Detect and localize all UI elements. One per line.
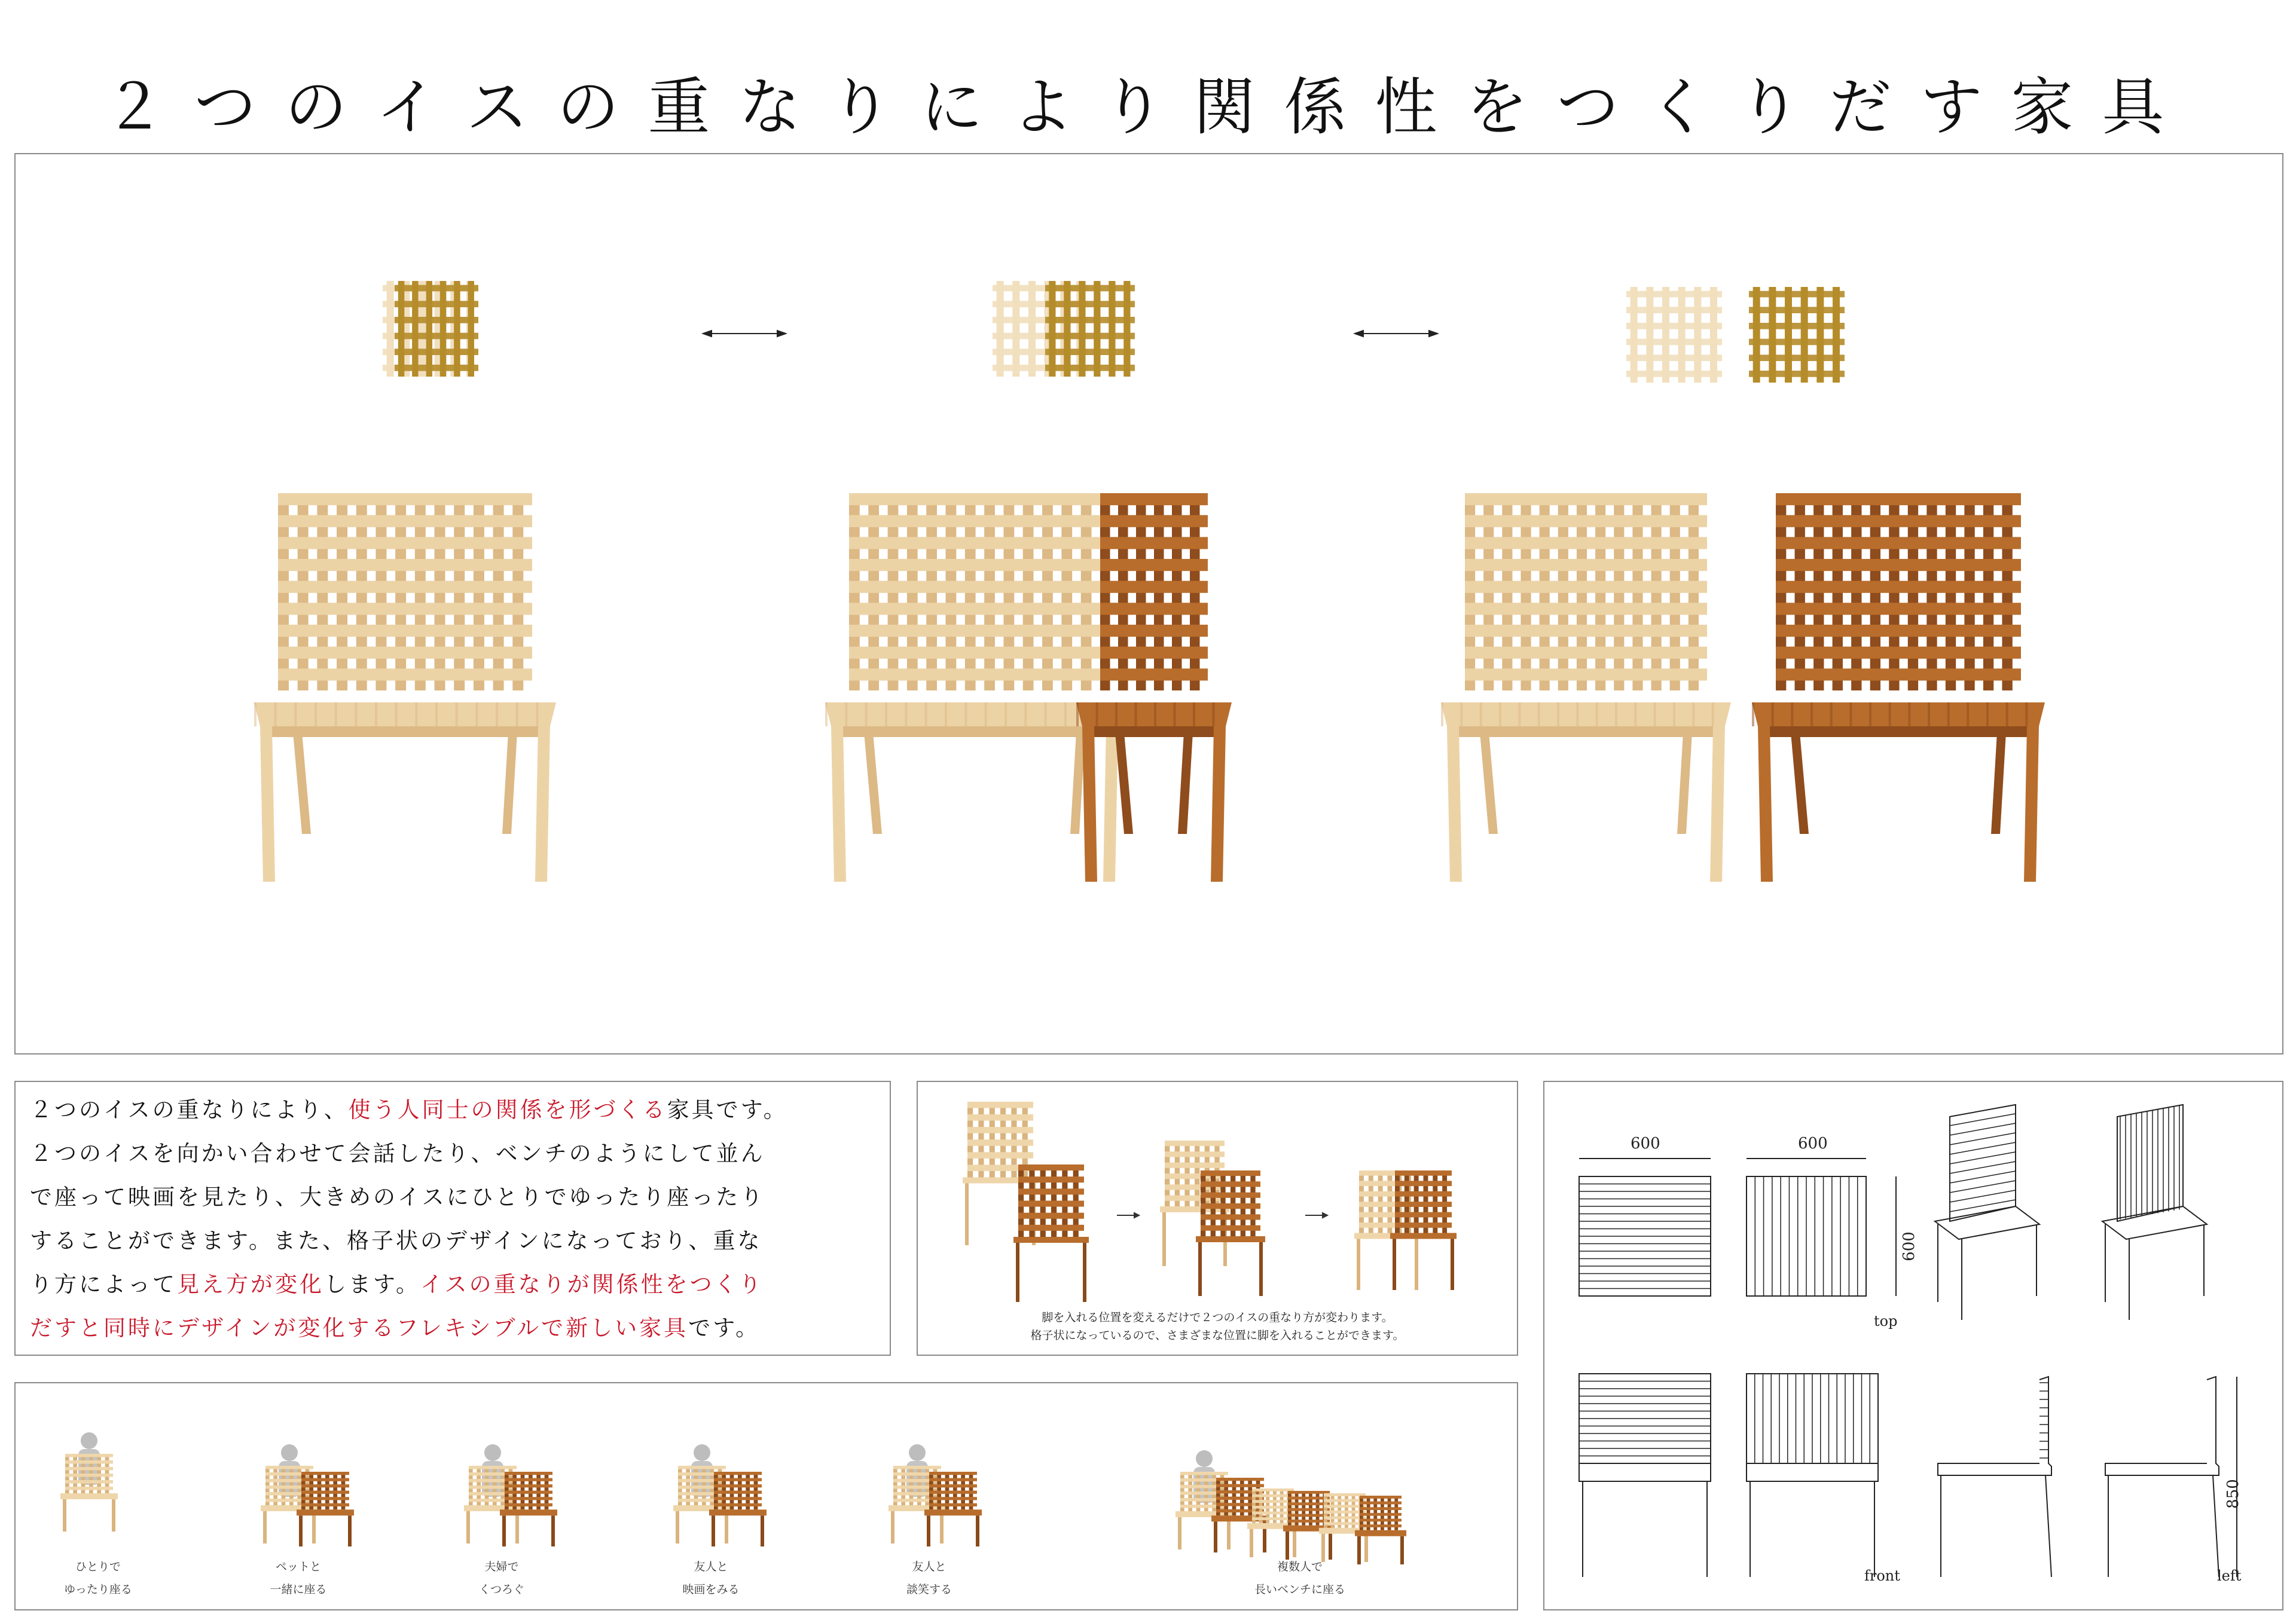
- scene-caption-line: ゆったり座る: [64, 1583, 132, 1596]
- description-line: [30, 1263, 879, 1306]
- text-span: ２つのイスの重なりにより、: [30, 1097, 349, 1123]
- assembly-chair-light: [963, 1102, 1038, 1245]
- page-title: ２つのイスの重なりにより関係性をつくりだす家具: [103, 71, 2193, 143]
- description-line: [30, 1088, 879, 1132]
- description-line: [30, 1306, 879, 1350]
- label-front: front: [1864, 1567, 1900, 1584]
- isometric-drawing: [1935, 1105, 2039, 1320]
- usage-scene-illustration: [673, 1444, 767, 1546]
- highlight-text: 使う人同士の関係を形づくる: [348, 1097, 667, 1123]
- scene-chair: [1355, 1496, 1406, 1564]
- scene-caption: [50, 1555, 146, 1601]
- double-arrow-icon: [1355, 331, 1437, 337]
- highlight-text: イスの重なりが関係性をつくり: [420, 1271, 764, 1297]
- side-view-drawing-2: [2105, 1377, 2219, 1577]
- text-span: です。: [688, 1315, 761, 1341]
- usage-scene-illustration: [464, 1444, 557, 1546]
- dimension-width-1: 600: [1631, 1135, 1660, 1153]
- chair-render-overlapped: [254, 493, 556, 882]
- description-line: で座って映画を見たり、大きめのイスにひとりでゆったり座ったり: [30, 1184, 765, 1210]
- assembly-chair-dark: [1013, 1164, 1089, 1302]
- scene-caption-line: 友人と: [694, 1560, 728, 1573]
- double-arrow-icon: [703, 331, 786, 337]
- dimension-depth: 600: [1900, 1231, 1918, 1261]
- label-left: left: [2217, 1567, 2242, 1584]
- dimension-width-2: 600: [1798, 1135, 1828, 1153]
- usage-scene-illustration: [261, 1444, 354, 1546]
- isometric-drawing: [2102, 1105, 2207, 1320]
- scene-chair-light: [60, 1454, 118, 1532]
- chair-render-light-separate: [1441, 493, 1731, 882]
- scene-caption-line: ひとりで: [75, 1560, 121, 1573]
- scene-caption-line: くつろぐ: [478, 1583, 524, 1596]
- highlight-text: 見え方が変化: [177, 1271, 324, 1297]
- scene-chair-dark: [297, 1472, 354, 1546]
- arrow-icon: [1305, 1213, 1327, 1218]
- scene-chair-dark: [500, 1472, 557, 1546]
- scene-caption: [251, 1555, 346, 1601]
- arrow-icon: [1117, 1213, 1139, 1218]
- side-view-drawing: [1938, 1377, 2051, 1577]
- chair-render-dark-separate: [1752, 493, 2045, 882]
- grid-swatch-overlap: [383, 281, 478, 377]
- technical-drawings: [1543, 1081, 2283, 1610]
- scene-caption: [454, 1555, 549, 1601]
- grid-swatch-separate: [1626, 287, 1845, 383]
- scene-caption-line: ペットと: [275, 1560, 321, 1573]
- scene-caption-line: 談笑する: [906, 1583, 952, 1596]
- grid-swatch-partial: [993, 281, 1135, 377]
- front-view-drawing: [1579, 1374, 1711, 1577]
- usage-scene-illustration: [60, 1432, 118, 1532]
- text-span: します。: [324, 1271, 421, 1297]
- front-view-drawing-2: [1747, 1374, 1878, 1577]
- text-span: 家具です。: [667, 1097, 788, 1123]
- scene-caption: [1234, 1555, 1366, 1601]
- scene-chair-dark: [924, 1472, 982, 1546]
- chair-render-light: [825, 493, 1124, 882]
- dimension-height: 850: [2224, 1479, 2242, 1509]
- scene-chair-dark: [709, 1472, 767, 1546]
- text-span: り方によって: [30, 1271, 177, 1297]
- scene-caption-line: 映画をみる: [682, 1583, 740, 1596]
- scene-caption-line: 長いベンチに座る: [1254, 1583, 1345, 1596]
- assembly-caption-1: 脚を入れる位置を変えるだけで２つのイスの重なり方が変わります。: [1042, 1311, 1393, 1324]
- highlight-text: だすと同時にデザインが変化するフレキシブルで新しい家具: [30, 1315, 689, 1341]
- description-line: ２つのイスを向かい合わせて会話したり、ベンチのようにして並ん: [30, 1141, 765, 1166]
- scene-caption: [881, 1555, 977, 1601]
- scene-caption: [663, 1555, 759, 1601]
- usage-scene-illustration: [889, 1444, 982, 1546]
- description-line: することができます。また、格子状のデザインになっており、重な: [30, 1228, 762, 1254]
- scene-caption-line: 夫婦で: [484, 1560, 519, 1573]
- description-text: [30, 1088, 879, 1350]
- scene-caption-line: 友人と: [912, 1560, 947, 1573]
- scene-caption-line: 一緒に座る: [270, 1583, 327, 1596]
- usage-scene-illustration: [1176, 1450, 1406, 1564]
- scene-caption-line: 複数人で: [1277, 1560, 1323, 1573]
- assembly-chair-light: [1354, 1170, 1421, 1290]
- top-view-drawing-2: [1747, 1176, 1866, 1296]
- label-top: top: [1874, 1313, 1898, 1329]
- assembly-caption-2: 格子状になっているので、さまざまな位置に脚を入れることができます。: [1030, 1329, 1405, 1342]
- chair-render-dark-partial: [1076, 493, 1232, 882]
- top-view-drawing: [1579, 1176, 1711, 1296]
